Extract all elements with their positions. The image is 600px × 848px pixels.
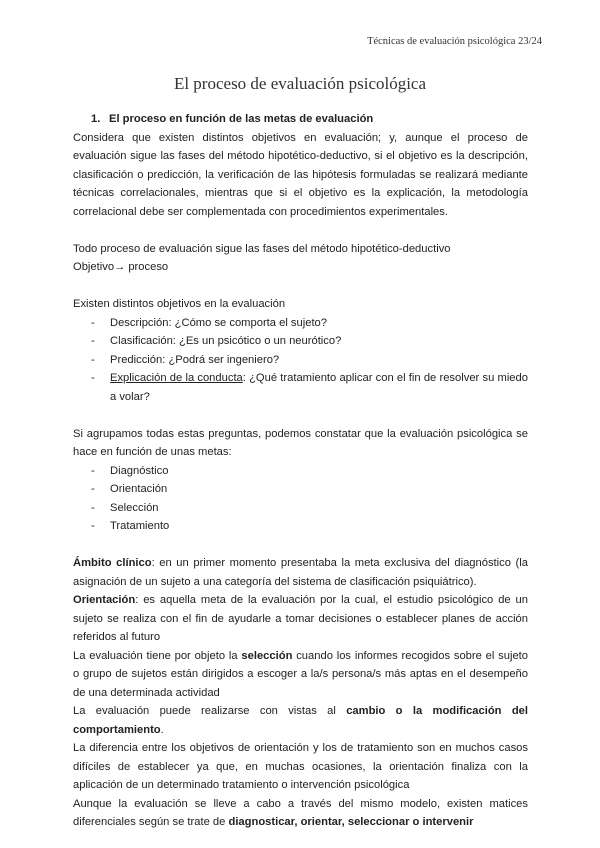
goal-item-orientation: - Orientación	[91, 480, 528, 499]
section-title: El proceso en función de las metas de evaluación	[109, 113, 374, 125]
page-title: El proceso de evaluación psicológica	[173, 74, 427, 93]
difference-paragraph: La diferencia entre los objetivos de orientación y los de tratamiento son en muchos casos difíciles de establecer ya que, en muchas ocasiones, la orientación finaliza con la aplicación de un determinado tratamiento o intervención psicológica	[73, 742, 528, 791]
orientation-label: Orientación	[73, 594, 136, 606]
objective-item-prediction: - Predicción: ¿Podrá ser ingeniero?	[91, 351, 528, 370]
goals-list	[91, 462, 528, 536]
objectives-intro: Existen distintos objetivos en la evaluación	[73, 298, 286, 310]
intro-paragraph: Considera que existen distintos objetivos en evaluación; y, aunque el proceso de evaluación sigue las fases del método hipotético-deductivo, si el objetivo es la descripción, clasificación o predicción, la verificación de las hipótesis formuladas se realizará mediante técnicas correlacionales, mientras que si el objetivo es la explicación, la metodología correlacional debe ser complementada con procedimientos experimentales.	[73, 131, 528, 218]
orientation-paragraph: Orientación: es aquella meta de la evaluación por la cual, el estudio psicológico de un sujeto se realiza con el fin de ayudarle a tomar decisiones o establecer planes de acción referidos al futuro	[73, 594, 528, 643]
clinical-paragraph: Ámbito clínico: en un primer momento presentaba la meta exclusiva del diagnóstico (la asignación de un sujeto a una categoría del sistema de clasificación psiquiátrico).	[73, 557, 528, 588]
selection-paragraph: La evaluación tiene por objeto la selección cuando los informes recogidos sobre el sujeto o grupo de sujetos están dirigidos a escoger a la/s persona/s más aptas en el desempeño de una determinada actividad	[73, 649, 529, 699]
objective-process-line: Objetivo→ proceso	[73, 261, 169, 273]
process-paragraph: Todo proceso de evaluación sigue las fases del método hipotético-deductivo	[73, 242, 451, 255]
objective-item-classification: - Clasificación: ¿Es un psicótico o un neurótico?	[91, 332, 528, 351]
objectives-list	[91, 314, 528, 407]
section-number: 1.	[91, 113, 101, 125]
objective-item-explanation: - Explicación de la conducta: ¿Qué tratamiento aplicar con el fin de resolver su miedo a volar?	[91, 369, 528, 406]
explanation-label: Explicación de la conducta	[110, 372, 243, 384]
change-paragraph: La evaluación puede realizarse con vistas al cambio o la modificación del comportamiento.	[73, 705, 528, 736]
page-header: Técnicas de evaluación psicológica 23/24	[367, 36, 542, 47]
clinical-label: Ámbito clínico	[73, 557, 152, 569]
final-paragraph: Aunque la evaluación se lleve a cabo a través del mismo modelo, existen matices diferenciales según se trate de diagnosticar, orientar, seleccionar o intervenir	[73, 797, 528, 828]
goal-item-treatment: - Tratamiento	[91, 517, 528, 536]
goal-item-selection: - Selección	[91, 499, 528, 518]
section-heading	[91, 110, 528, 129]
goals-intro: Si agrupamos todas estas preguntas, podemos constatar que la evaluación psicológica se hace en función de unas metas:	[73, 427, 528, 458]
objective-item-description: - Descripción: ¿Cómo se comporta el sujeto?	[91, 314, 528, 333]
document-body	[73, 110, 528, 832]
goal-item-diagnosis: - Diagnóstico	[91, 462, 528, 481]
